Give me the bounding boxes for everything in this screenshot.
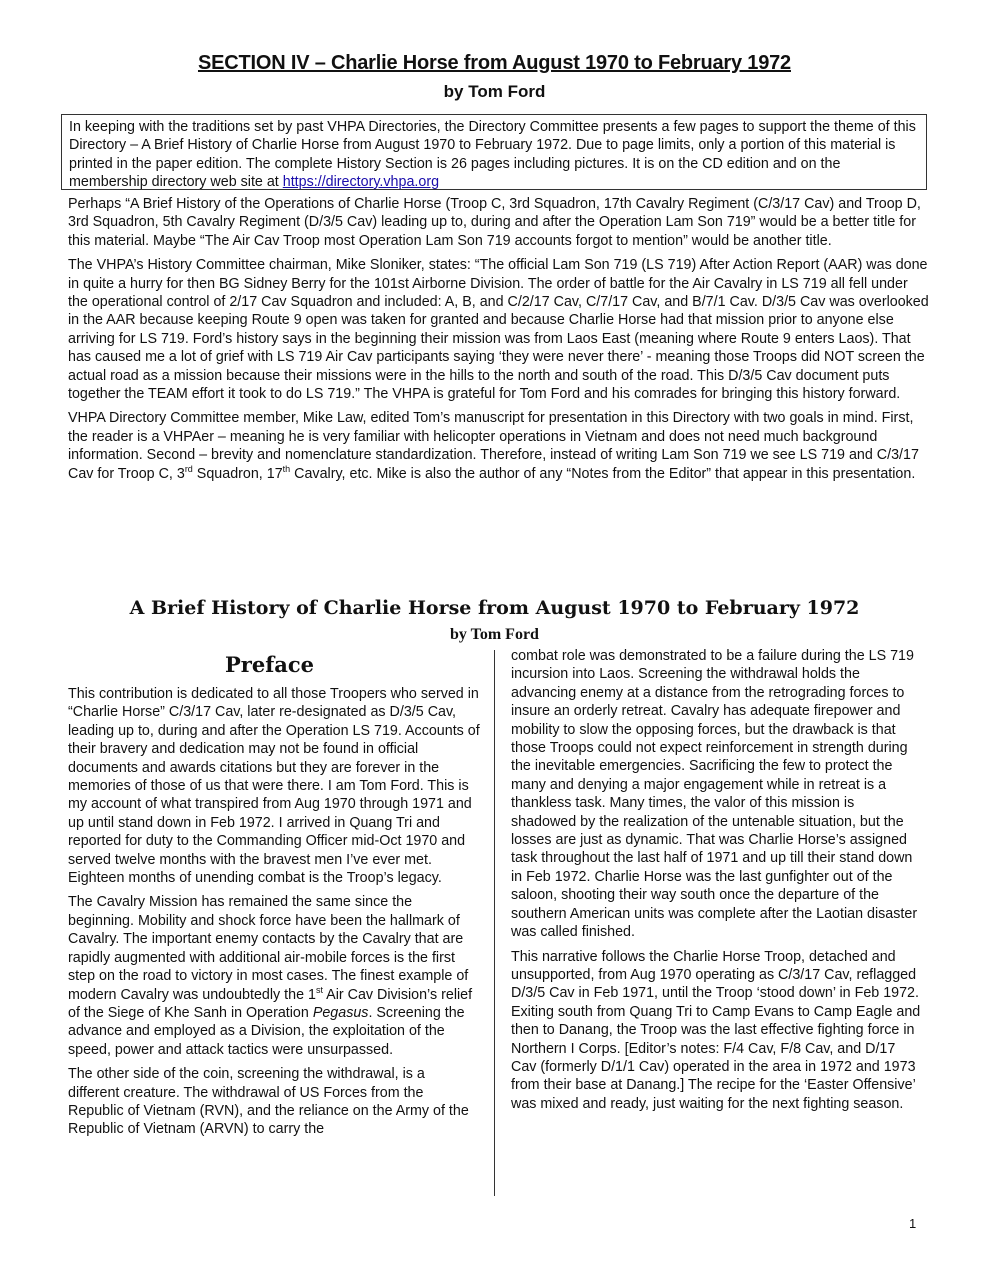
right-paragraph-2: This narrative follows the Charlie Horse Troop, detached and unsupported, from Aug 1970 operating as C/3/17 Cav, reflagged D/3/5 Cav in Feb 1971, until the Troop ‘stood down’ in Feb 1972. Exiting south from Quang Tri to Camp Evans to Camp Eagle and then to Danang, the Troop was the last effective fighting force in Northern I Corps. [Editor’s notes: F/4 Cav, F/8 Cav, and D/17 Cav (formerly D/1/1 Cav) operated in the area in 1972 and 1973 from their base at Danang.] The recipe for the ‘Easter Offensive’ was mixed and ready, just waiting for the next fighting season.: [511, 948, 921, 1112]
intro-box: [61, 114, 927, 190]
history-title: A Brief History of Charlie Horse from August 1970 to February 1972: [129, 597, 860, 619]
section-title: SECTION IV – Charlie Horse from August 1970 to February 1972: [197, 52, 791, 74]
intro-paragraph-3-part-b: Squadron, 17: [192, 465, 283, 482]
left-paragraph-2-part-a: The Cavalry Mission has remained the same since the beginning. Mobility and shock force have been the hallmark of Cavalry. The important enemy contacts by the Cavalry that are rapidly augmented with additional air-mobile forces is the first step on the road to victory in most cases. The finest example of modern Cavalry was undoubtedly the 1: [68, 894, 469, 1003]
column-divider: [494, 650, 495, 1196]
left-paragraph-1: This contribution is dedicated to all those Troopers who served in “Charlie Horse” C/3/17 Cav, later re-designated as D/3/5 Cav, leading up to, during and after the Operation LS 719. Accounts of their bravery and dedication may not be found in official documents and awards citations but they are forever in the memories of those of us that were there. I am Tom Ford. This is my account of what transpired from Aug 1970 through 1971 and up until stand down in Feb 1972. I arrived in Quang Tri and reported for duty to the Commanding Officer mid-Oct 1970 and served twelve months with the bravest men I’ve ever met. Eighteen months of unending combat is the Troop’s legacy.: [68, 686, 480, 887]
left-paragraph-2-part-c: . Screening the advance and employed as a Division, the exploitation of the speed, power and attack tactics were unsurpassed.: [68, 1004, 465, 1058]
intro-paragraph-3: [68, 409, 930, 483]
operation-pegasus-italic: Pegasus: [312, 1004, 369, 1021]
intro-box-text: In keeping with the traditions set by past VHPA Directories, the Directory Committee presents a few pages to support the theme of this Directory – A Brief History of Charlie Horse from August 1970 to February 1972. Due to page limits, only a portion of this material is printed in the paper edition. The complete History Section is 26 pages including pictures. It is on the CD edition and on the membership directory web site at: [69, 119, 916, 190]
directory-website-link[interactable]: https://directory.vhpa.org: [282, 173, 440, 190]
left-paragraph-3: The other side of the coin, screening the withdrawal, is a different creature. The withdrawal of US Forces from the Republic of Vietnam (RVN), and the reliance on the Army of the Republic of Vietnam (ARVN) to carry the: [68, 1066, 469, 1138]
intro-paragraph-1: Perhaps “A Brief History of the Operations of Charlie Horse (Troop C, 3rd Squadron, 17th Cavalry Regiment (C/3/17 Cav) and Troop D, 3rd Squadron, 5th Cavalry Regiment (D/3/5 Cav) leading up to, during and after the Operation Lam Son 719” would be a better title for this material. Maybe “The Air Cav Troop most Operation Lam Son 719 accounts forgot to mention” would be another title.: [68, 196, 921, 249]
intro-paragraph-3-part-a: VHPA Directory Committee member, Mike Law, edited Tom’s manuscript for presentation in this Directory with two goals in mind. First, the reader is a VHPAer – meaning he is very familiar with helicopter operations in Vietnam and does not need much background information. Second – brevity and nomenclature standardization. Therefore, instead of writing Lam Son 719 we see LS 719 and C/3/17 Cav for Troop C, 3: [68, 410, 919, 482]
right-column: [511, 647, 923, 1119]
intro-paragraph-3-part-c: Cavalry, etc. Mike is also the author of any “Notes from the Editor” that appear in this presentation.: [290, 465, 916, 482]
right-paragraph-1: combat role was demonstrated to be a failure during the LS 719 incursion into Laos. Screening the withdrawal holds the advancing enemy at a distance from the retrograding forces to insure an orderly retreat. Cavalry has adequate firepower and mobility to slow the opposing forces, but the drawback is that those Troops could not expect reinforcement in strength during the inevitable emergencies. Sacrificing the few to protect the many and denying a major engagement while in retreat is a thankless task. Many times, the valor of this mission is shadowed by the realization of the untenable situation, but the losses are just as dynamic. That was Charlie Horse’s assigned task throughout the last half of 1971 and up till their stand down in Feb 1972. Charlie Horse was the last gunfighter out of the saloon, shooting their way south once the departure of the southern American units was complete after the Laotian disaster was called finished.: [511, 648, 918, 941]
superscript-rd: rd: [184, 463, 193, 474]
page-number: 1: [909, 1216, 917, 1231]
left-paragraph-2: [68, 893, 480, 1059]
preface-heading: Preface: [225, 652, 315, 677]
intro-paragraphs: [68, 195, 930, 489]
history-byline: by Tom Ford: [450, 626, 539, 643]
left-paragraph-2-part-b: Air Cav Division’s relief of the Siege of Khe Sanh in Operation: [68, 986, 473, 1021]
intro-paragraph-2: The VHPA’s History Committee chairman, Mike Sloniker, states: “The official Lam Son 719 (LS 719) After Action Report (AAR) was done in quite a hurry for then BG Sidney Berry for the 101st Airborne Division. The order of battle for the Air Cavalry in LS 719 all fell under the operational control of 2/17 Cav Squadron and included: A, B, and C/2/17 Cav, C/7/17 Cav, and B/7/1 Cav. D/3/5 Cav was overlooked in the AAR because keeping Route 9 open was taken for granted and because Charlie Horse had that mission prior to anyone else arriving for LS 719. Ford’s history says in the beginning their mission was from Laos East (meaning where Route 9 enters Laos). That has caused me a lot of grief with LS 719 Air Cav participants saying ‘they were never there’ - meaning those Troops did NOT screen the actual road as a mission because their missions were in the hills to the north and south of the road. This D/3/5 Cav document puts together the TEAM effort it took to do LS 719.” The VHPA is grateful for Tom Ford and his comrades for bringing this history forward.: [68, 257, 929, 403]
section-byline: by Tom Ford: [443, 82, 546, 101]
superscript-th: th: [282, 463, 291, 474]
superscript-st: st: [315, 984, 323, 995]
left-column: [68, 685, 480, 1145]
